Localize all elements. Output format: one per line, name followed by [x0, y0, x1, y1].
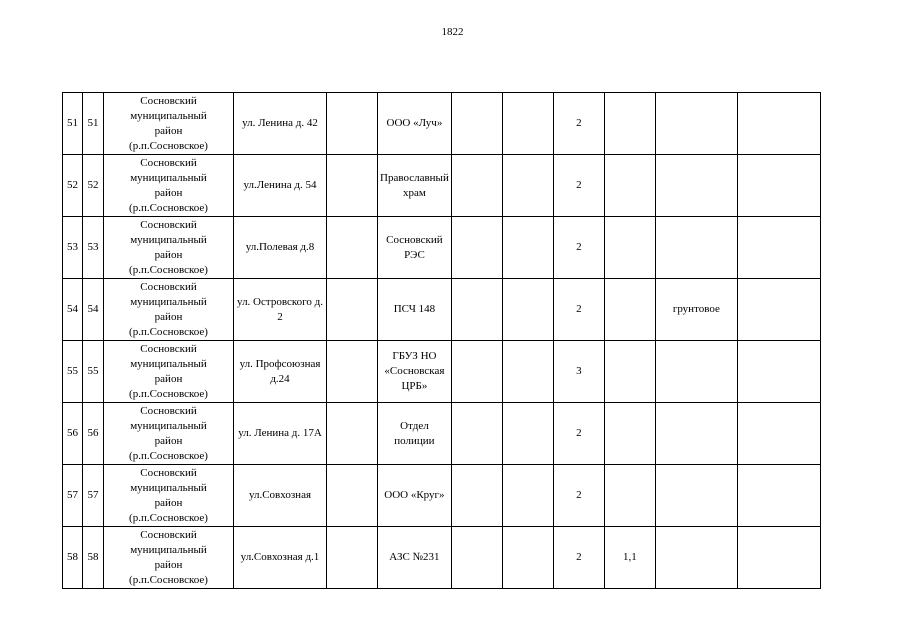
- empty-cell: [737, 93, 820, 155]
- district-line: Сосновский: [140, 342, 197, 355]
- district-line: район: [154, 372, 183, 385]
- empty-cell: [451, 527, 502, 589]
- owner-cell: Сосновский РЭС: [378, 217, 452, 279]
- address-cell: ул.Ленина д. 54: [234, 155, 327, 217]
- value-cell: [604, 155, 655, 217]
- empty-cell: [737, 279, 820, 341]
- district-line: район: [154, 186, 183, 199]
- address-cell: ул.Совхозная д.1: [234, 527, 327, 589]
- empty-cell: [737, 155, 820, 217]
- owner-cell: Православный храм: [378, 155, 452, 217]
- item-number-cell: 51: [83, 93, 104, 155]
- district-line: район: [154, 434, 183, 447]
- district-line: Сосновский: [140, 280, 197, 293]
- table-row: [63, 93, 821, 155]
- page-number: 1822: [441, 26, 464, 38]
- district-line: муниципальный: [130, 419, 207, 432]
- row-number-cell: 52: [63, 155, 83, 217]
- address-cell: ул. Ленина д. 17А: [234, 403, 327, 465]
- district-line: район: [154, 310, 183, 323]
- value-cell: [604, 341, 655, 403]
- district-line: муниципальный: [130, 171, 207, 184]
- surface-type-cell: [655, 217, 737, 279]
- district-cell: [104, 341, 234, 403]
- district-line: район: [154, 248, 183, 261]
- empty-cell: [327, 279, 378, 341]
- district-line: муниципальный: [130, 357, 207, 370]
- row-number-cell: 53: [63, 217, 83, 279]
- district-line: (р.п.Сосновское): [129, 387, 208, 400]
- district-line: (р.п.Сосновское): [129, 325, 208, 338]
- district-line: (р.п.Сосновское): [129, 573, 208, 586]
- value-cell: [604, 403, 655, 465]
- district-line: муниципальный: [130, 109, 207, 122]
- empty-cell: [451, 217, 502, 279]
- district-line: (р.п.Сосновское): [129, 511, 208, 524]
- district-line: Сосновский: [140, 528, 197, 541]
- empty-cell: [327, 217, 378, 279]
- value-cell: [604, 465, 655, 527]
- empty-cell: [451, 341, 502, 403]
- owner-cell: Отдел полиции: [378, 403, 452, 465]
- district-line: Сосновский: [140, 404, 197, 417]
- item-number-cell: 54: [83, 279, 104, 341]
- quantity-cell: 2: [553, 527, 604, 589]
- address-cell: ул. Ленина д. 42: [234, 93, 327, 155]
- district-line: муниципальный: [130, 295, 207, 308]
- empty-cell: [451, 155, 502, 217]
- quantity-cell: 2: [553, 93, 604, 155]
- value-cell: [604, 217, 655, 279]
- empty-cell: [451, 403, 502, 465]
- district-line: (р.п.Сосновское): [129, 139, 208, 152]
- district-line: (р.п.Сосновское): [129, 449, 208, 462]
- quantity-cell: 2: [553, 155, 604, 217]
- empty-cell: [502, 465, 553, 527]
- row-number-cell: 58: [63, 527, 83, 589]
- row-number-cell: 54: [63, 279, 83, 341]
- table-row: [63, 465, 821, 527]
- district-cell: [104, 527, 234, 589]
- table-row: [63, 279, 821, 341]
- owner-cell: АЗС №231: [378, 527, 452, 589]
- district-cell: [104, 217, 234, 279]
- table-row: [63, 403, 821, 465]
- district-line: муниципальный: [130, 543, 207, 556]
- empty-cell: [451, 93, 502, 155]
- quantity-cell: 3: [553, 341, 604, 403]
- item-number-cell: 56: [83, 403, 104, 465]
- address-cell: ул.Полевая д.8: [234, 217, 327, 279]
- surface-type-cell: грунтовое: [655, 279, 737, 341]
- owner-cell: ООО «Круг»: [378, 465, 452, 527]
- row-number-cell: 51: [63, 93, 83, 155]
- quantity-cell: 2: [553, 465, 604, 527]
- value-cell: [604, 93, 655, 155]
- quantity-cell: 2: [553, 403, 604, 465]
- empty-cell: [737, 465, 820, 527]
- district-line: район: [154, 496, 183, 509]
- district-line: муниципальный: [130, 481, 207, 494]
- row-number-cell: 56: [63, 403, 83, 465]
- district-line: муниципальный: [130, 233, 207, 246]
- table-row: [63, 341, 821, 403]
- data-table: [62, 92, 821, 589]
- owner-cell: ПСЧ 148: [378, 279, 452, 341]
- empty-cell: [502, 403, 553, 465]
- owner-cell: ООО «Луч»: [378, 93, 452, 155]
- empty-cell: [451, 465, 502, 527]
- empty-cell: [502, 527, 553, 589]
- item-number-cell: 58: [83, 527, 104, 589]
- surface-type-cell: [655, 93, 737, 155]
- owner-cell: ГБУЗ НО «Сосновская ЦРБ»: [378, 341, 452, 403]
- quantity-cell: 2: [553, 279, 604, 341]
- address-cell: ул.Совхозная: [234, 465, 327, 527]
- empty-cell: [327, 465, 378, 527]
- district-cell: [104, 93, 234, 155]
- item-number-cell: 52: [83, 155, 104, 217]
- value-cell: [604, 279, 655, 341]
- empty-cell: [327, 341, 378, 403]
- district-line: Сосновский: [140, 94, 197, 107]
- district-line: Сосновский: [140, 466, 197, 479]
- empty-cell: [502, 279, 553, 341]
- empty-cell: [502, 217, 553, 279]
- surface-type-cell: [655, 155, 737, 217]
- district-cell: [104, 279, 234, 341]
- empty-cell: [327, 527, 378, 589]
- empty-cell: [502, 155, 553, 217]
- surface-type-cell: [655, 465, 737, 527]
- district-cell: [104, 155, 234, 217]
- empty-cell: [737, 217, 820, 279]
- empty-cell: [737, 341, 820, 403]
- value-cell: 1,1: [604, 527, 655, 589]
- empty-cell: [737, 527, 820, 589]
- table-row: [63, 155, 821, 217]
- district-line: Сосновский: [140, 218, 197, 231]
- item-number-cell: 53: [83, 217, 104, 279]
- table-row: [63, 527, 821, 589]
- district-line: район: [154, 124, 183, 137]
- empty-cell: [327, 403, 378, 465]
- empty-cell: [327, 155, 378, 217]
- empty-cell: [451, 279, 502, 341]
- surface-type-cell: [655, 403, 737, 465]
- surface-type-cell: [655, 341, 737, 403]
- empty-cell: [327, 93, 378, 155]
- empty-cell: [502, 341, 553, 403]
- address-cell: ул. Островского д. 2: [234, 279, 327, 341]
- row-number-cell: 57: [63, 465, 83, 527]
- quantity-cell: 2: [553, 217, 604, 279]
- district-line: (р.п.Сосновское): [129, 263, 208, 276]
- district-cell: [104, 465, 234, 527]
- district-line: Сосновский: [140, 156, 197, 169]
- item-number-cell: 57: [83, 465, 104, 527]
- item-number-cell: 55: [83, 341, 104, 403]
- empty-cell: [737, 403, 820, 465]
- table-row: [63, 217, 821, 279]
- row-number-cell: 55: [63, 341, 83, 403]
- district-line: (р.п.Сосновское): [129, 201, 208, 214]
- address-cell: ул. Профсоюзная д.24: [234, 341, 327, 403]
- surface-type-cell: [655, 527, 737, 589]
- empty-cell: [502, 93, 553, 155]
- district-cell: [104, 403, 234, 465]
- district-line: район: [154, 558, 183, 571]
